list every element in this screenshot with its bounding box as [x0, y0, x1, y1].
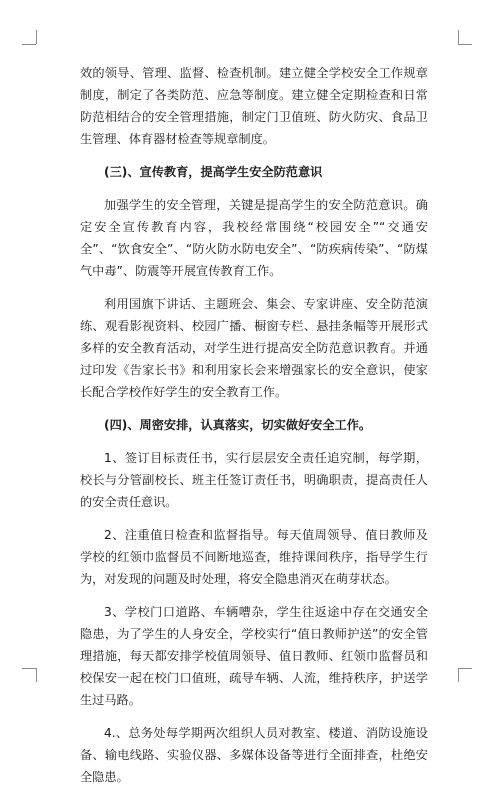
paragraph-education-activities: 利用国旗下讲话、主题班会、集会、专家讲座、安全防范演练、观看影视资料、校园广播、橱窗专栏、悬挂条幅等开展形式多样的安全教育活动，对学生进行提高安全防范意识教育。并通过印发《告家长书》和利用家长会来增强家长的安全意识，使家长配合学校作好学生的安全教育工作。 — [80, 297, 428, 399]
crop-mark-bottom-left-h — [22, 668, 36, 669]
crop-mark-top-right-h — [458, 44, 472, 45]
crop-mark-bottom-left-v — [36, 668, 37, 682]
crop-mark-top-right-v — [458, 30, 459, 44]
crop-mark-bottom-right-h — [458, 668, 472, 669]
document-body — [80, 62, 428, 788]
paragraph-safety-awareness: 加强学生的安全管理，关键是提高学生的安全防范意识。确定安全宣传教育内容，我校经常围绕“校园安全”“交通安全”、“饮食安全”、“防火防水防电安全”、“防疾病传染”、“防煤气中毒”、防震等开展宣传教育工作。 — [80, 198, 428, 278]
crop-mark-top-left-h — [22, 44, 36, 45]
paragraph-item-2: 2、注重值日检查和监督指导。每天值周领导、值日教师及学校的红领巾监督员不间断地巡查，维持课间秩序，指导学生行为，对发现的问题及时处理，将安全隐患消灭在萌芽状态。 — [80, 528, 428, 586]
crop-mark-bottom-right-v — [458, 668, 459, 682]
section-heading-publicity: (三)、宣传教育，提高学生安全防范意识 — [104, 165, 323, 179]
paragraph-item-4: 4.、总务处每学期两次组织人员对教室、楼道、消防设施设备、输电线路、实验仪器、多媒体设备等进行全面排查，杜绝安全隐患。 — [80, 726, 428, 784]
crop-mark-top-left-v — [36, 30, 37, 44]
paragraph-continuation: 效的领导、管理、监督、检查机制。建立健全学校安全工作规章制度，制定了各类防范、应急等制度。建立健全定期检查和日常防范相结合的安全管理措施，制定门卫值班、防火防灾、食品卫生管理、体育器材检查等规章制度。 — [80, 66, 428, 146]
paragraph-item-3: 3、学校门口道路、车辆嘈杂，学生往返途中存在交通安全隐患，为了学生的人身安全，学校实行“值日教师护送”的安全管理措施，每天都安排学校值周领导、值日教师、红领巾监督员和校保安一起在校门口值班，疏导车辆、人流，维持秩序，护送学生过马路。 — [80, 605, 428, 707]
paragraph-item-1: 1、签订目标责任书，实行层层安全责任追究制，每学期，校长与分管副校长、班主任签订责任书，明确职责，提高责任人的安全责任意识。 — [80, 451, 428, 509]
section-heading-arrangement: (四)、周密安排，认真落实，切实做好安全工作。 — [104, 418, 372, 432]
